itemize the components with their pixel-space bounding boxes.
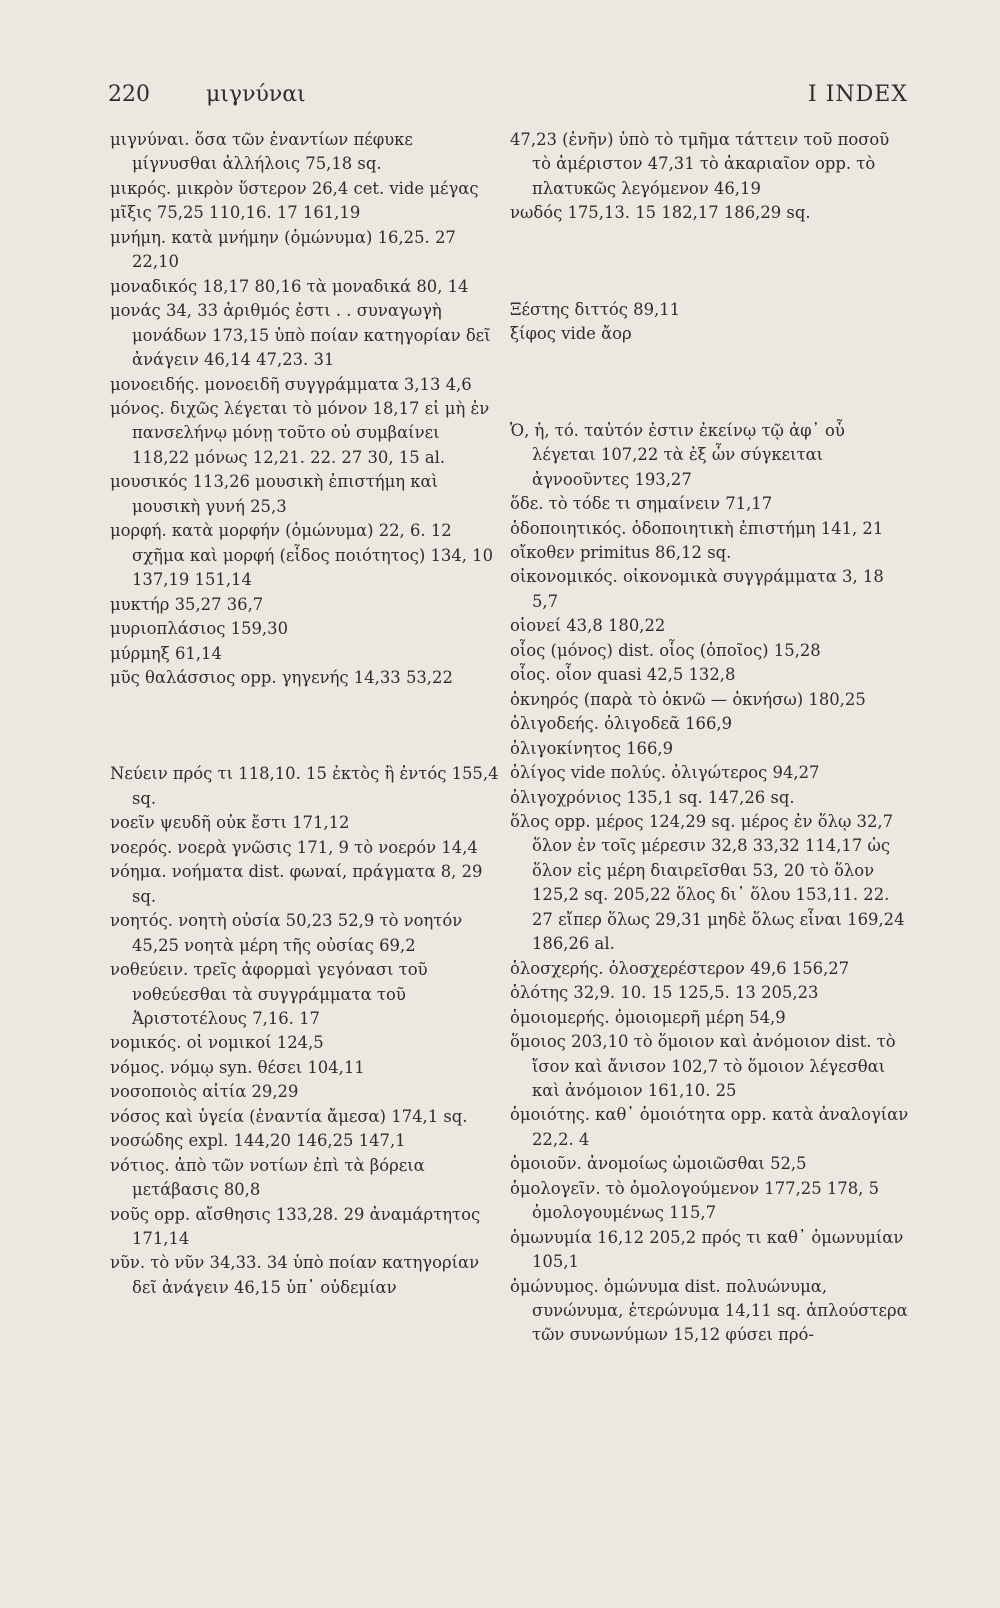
running-headword: μιγνύναι (206, 82, 306, 107)
index-entry: νοθεύειν. τρεῖς ἀφορμαὶ γεγόνασι τοῦ νοθεύεσθαι τὰ συγγράμματα τοῦ Ἀριστοτέλους 7,16. 17 (110, 960, 428, 1028)
index-entry: νωδός 175,13. 15 182,17 186,29 sq. (510, 203, 811, 223)
index-entry: νοερός. νοερὰ γνῶσις 171, 9 τὸ νοερόν 14,4 (110, 837, 478, 857)
index-entry: νοσοποιὸς αἰτία 29,29 (110, 1082, 299, 1102)
index-entry: ὀλιγοκίνητος 166,9 (510, 738, 674, 758)
index-entry: μιγνύναι. ὅσα τῶν ἐναντίων πέφυκε μίγνυσθαι ἀλλήλοις 75,18 sq. (110, 130, 413, 174)
index-entry: οἱονεί 43,8 180,22 (510, 616, 666, 636)
index-entry: μυκτήρ 35,27 36,7 (110, 594, 264, 614)
letter-break (510, 226, 912, 298)
index-entry: ὁμώνυμος. ὁμώνυμα dist. πολυώνυμα, συνώνυμα, ἑτερώνυμα 14,11 sq. ἁπλούστερα τῶν συνωνύμων 15,12 φύσει πρό- (510, 1276, 908, 1345)
index-entry: ὁμοιότης. καθ᾽ ὁμοιότητα opp. κατὰ ἀναλογίαν 22,2. 4 (510, 1105, 909, 1149)
index-entry: μοναδικός 18,17 80,16 τὰ μοναδικά 80, 14 (110, 276, 469, 296)
index-entry: μουσικός 113,26 μουσικὴ ἐπιστήμη καὶ μουσικὴ γυνή 25,3 (110, 472, 439, 516)
index-entry: μῦς θαλάσσιος opp. γηγενής 14,33 53,22 (110, 667, 453, 687)
index-entry: νοητός. νοητὴ οὐσία 50,23 52,9 τὸ νοητόν 45,25 νοητὰ μέρη τῆς οὐσίας 69,2 (110, 911, 463, 955)
index-entry: ὁδοποιητικός. ὁδοποιητικὴ ἐπιστήμη 141, 21 (510, 518, 884, 538)
index-entry: νότιος. ἀπὸ τῶν νοτίων ἐπὶ τὰ βόρεια μετάβασις 80,8 (110, 1155, 425, 1200)
index-entry: ὅμοιος 203,10 τὸ ὅμοιον καὶ ἀνόμοιον dist. τὸ ἴσον καὶ ἄνισον 102,7 τὸ ὅμοιον λέγεσθαι καὶ ἀνόμοιον 161,10. 25 (510, 1032, 896, 1100)
index-entry: Νεύειν πρός τι 118,10. 15 ἐκτὸς ἢ ἐντός 155,4 sq. (110, 764, 499, 808)
index-entry: ὀλιγοδεής. ὀλιγοδεᾶ 166,9 (510, 714, 733, 734)
index-entry: νόημα. νοήματα dist. φωναί, πράγματα 8, 29 sq. (110, 862, 483, 906)
index-entry: οἷος. οἷον quasi 42,5 132,8 (510, 665, 736, 685)
right-column (510, 128, 912, 1348)
index-entry: νοῦς opp. αἴσθησις 133,28. 29 ἀναμάρτητος 171,14 (110, 1204, 481, 1249)
index-entry: ὅλος opp. μέρος 124,29 sq. μέρος ἐν ὅλῳ 32,7 ὅλον ἐν τοῖς μέρεσιν 32,8 33,32 114,17 ὡς ὅλον εἰς μέρη διαιρεῖσθαι 53, 20 τὸ ὅλον 125,2 sq. 205,22 ὅλος δι᾽ ὅλου 153,11. 22. 27 εἴπερ ὅλως 29,31 μηδὲ ὅλως εἶναι 169,24 186,26 al. (510, 811, 905, 954)
index-entry: ὁμολογεῖν. τὸ ὁμολογούμενον 177,25 178, 5 ὁμολογουμένως 115,7 (510, 1178, 880, 1223)
index-entry: μυριοπλάσιος 159,30 (110, 619, 289, 639)
index-entry: μόνος. διχῶς λέγεται τὸ μόνον 18,17 εἰ μὴ ἐν πανσελήνῳ μόνῃ τοῦτο οὐ συμβαίνει 118,22 μόνως 12,21. 22. 27 30, 15 al. (110, 398, 490, 467)
index-entry: ὀλιγοχρόνιος 135,1 sq. 147,26 sq. (510, 787, 795, 807)
index-entry: μονάς 34, 33 ἀριθμός ἐστι . . συναγωγὴ μονάδων 173,15 ὑπὸ ποίαν κατηγορίαν δεῖ ἀνάγειν 46,14 47,23. 31 (110, 301, 491, 370)
running-head (108, 82, 908, 116)
index-entry: οἰκονομικός. οἰκονομικὰ συγγράμματα 3, 18 5,7 (510, 567, 884, 611)
index-entry: μύρμηξ 61,14 (110, 643, 222, 663)
index-entry: ὁλότης 32,9. 10. 15 125,5. 13 205,23 (510, 983, 819, 1003)
index-entry: οἴκοθεν primitus 86,12 sq. (510, 542, 732, 562)
letter-break (110, 690, 502, 762)
index-entry: Ὁ, ἡ, τό. ταὐτόν ἐστιν ἐκείνῳ τῷ ἀφ᾽ οὗ λέγεται 107,22 τὰ ἐξ ὧν σύγκειται ἀγνοοῦντες 193,27 (510, 420, 845, 489)
section-title: I INDEX (808, 82, 908, 107)
page-number: 220 (108, 82, 150, 107)
letter-break (510, 347, 912, 419)
index-entry: νόμος. νόμῳ syn. θέσει 104,11 (110, 1057, 365, 1077)
index-entry: οἷος (μόνος) dist. οἷος (ὁποῖος) 15,28 (510, 640, 821, 660)
index-entry: μορφή. κατὰ μορφήν (ὁμώνυμα) 22, 6. 12 σχῆμα καὶ μορφή (εἶδος ποιότητος) 134, 10 137,19 151,14 (110, 521, 494, 590)
index-entry: νομικός. οἱ νομικοί 124,5 (110, 1033, 324, 1053)
index-entry: ὅδε. τὸ τόδε τι σημαίνειν 71,17 (510, 494, 773, 514)
index-entry: ὁλοσχερής. ὁλοσχερέστερον 49,6 156,27 (510, 958, 850, 978)
index-entry: μῖξις 75,25 110,16. 17 161,19 (110, 203, 361, 223)
index-entry: 47,23 (ἐνῆν) ὑπὸ τὸ τμῆμα τάττειν τοῦ ποσοῦ τὸ ἀμέριστον 47,31 τὸ ἀκαριαῖον opp. τὸ πλατυκῶς λεγόμενον 46,19 (510, 130, 890, 198)
index-entry: μικρός. μικρὸν ὕστερον 26,4 cet. vide μέγας (110, 178, 479, 198)
index-entry: νοσώδης expl. 144,20 146,25 147,1 (110, 1131, 406, 1151)
left-column (110, 128, 502, 1300)
index-entry: ξίφος vide ἄορ (510, 324, 632, 344)
index-entry: ὀλίγος vide πολύς. ὀλιγώτερος 94,27 (510, 763, 820, 783)
index-entry: νοεῖν ψευδῆ οὐκ ἔστι 171,12 (110, 813, 350, 833)
index-entry: νόσος καὶ ὑγεία (ἐναντία ἄμεσα) 174,1 sq. (110, 1106, 468, 1126)
index-entry: ὁμωνυμία 16,12 205,2 πρός τι καθ᾽ ὁμωνυμίαν 105,1 (510, 1227, 904, 1272)
index-entry: μνήμη. κατὰ μνήμην (ὁμώνυμα) 16,25. 27 22,10 (110, 227, 456, 272)
index-entry: νῦν. τὸ νῦν 34,33. 34 ὑπὸ ποίαν κατηγορίαν δεῖ ἀνάγειν 46,15 ὑπ᾽ οὐδεμίαν (110, 1253, 480, 1297)
index-entry: Ξέστης διττός 89,11 (510, 299, 681, 319)
index-entry: ὀκνηρός (παρὰ τὸ ὀκνῶ — ὀκνήσω) 180,25 (510, 689, 866, 709)
index-entry: ὁμοιοῦν. ἀνομοίως ὡμοιῶσθαι 52,5 (510, 1154, 807, 1174)
index-entry: ὁμοιομερής. ὁμοιομερῆ μέρη 54,9 (510, 1007, 786, 1027)
index-entry: μονοειδής. μονοειδῆ συγγράμματα 3,13 4,6 (110, 374, 472, 394)
